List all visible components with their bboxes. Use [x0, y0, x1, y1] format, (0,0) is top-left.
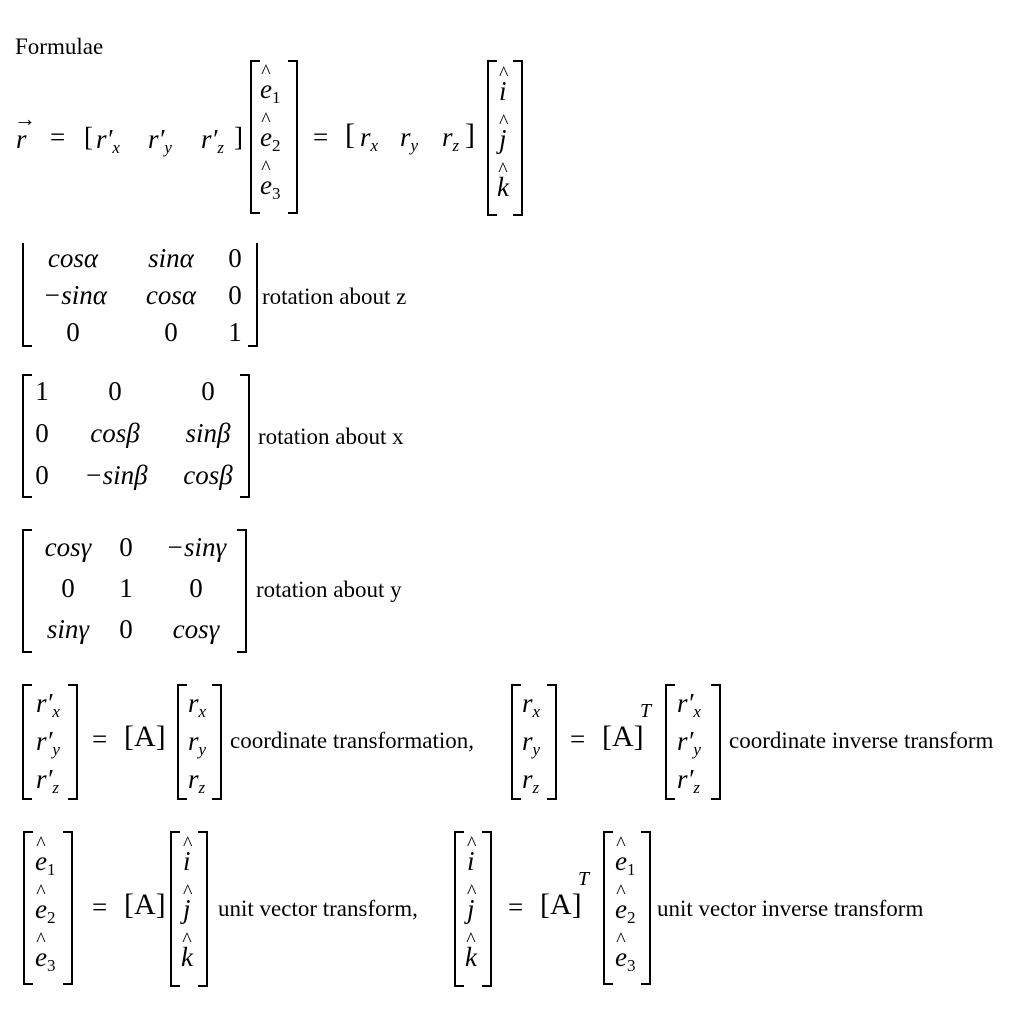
r-prime-z: $r'_z$: [201, 124, 225, 157]
matrix-bracket-right: [513, 60, 523, 216]
r-prime-y: $r'_y$: [148, 124, 172, 157]
matrix-bracket-left: [177, 684, 187, 800]
coordinate-inverse-transform-label: coordinate inverse transform: [729, 728, 994, 753]
matrix-cell: sinα: [148, 243, 194, 273]
vector-r-symbol: r: [16, 124, 27, 154]
matrix-cell: 0: [35, 418, 49, 448]
matrix-cell: 0: [201, 376, 215, 406]
matrix-bracket-right: [63, 831, 73, 985]
equals-sign: =: [92, 724, 108, 754]
coordinate-transformation-label: coordinate transformation,: [230, 728, 474, 753]
matrix-bracket-right: [711, 684, 721, 800]
matrix-bracket-right: [641, 831, 651, 985]
matrix-cell: cosα: [47, 243, 99, 273]
unit-vector-transform-label: unit vector transform,: [218, 896, 418, 921]
matrix-bracket-left: [22, 684, 32, 800]
i-hat: ^ i: [183, 846, 191, 877]
rotation-y-label: rotation about y: [256, 577, 402, 602]
r-z: $r_z$: [188, 764, 206, 797]
row-bracket-close: ]: [465, 118, 475, 151]
r-prime-y: $r'_y$: [677, 726, 701, 759]
matrix-cell: −sinβ: [84, 460, 148, 490]
row-bracket-open: [: [84, 122, 93, 152]
j-hat: ^ j: [467, 894, 475, 925]
matrix-bracket-left: [487, 60, 497, 216]
e3-hat: ^ e3: [260, 170, 280, 204]
r-z: $r_z$: [522, 764, 540, 797]
matrix-cell: −sinγ: [165, 532, 227, 562]
i-hat: ^ i: [499, 76, 507, 107]
formulae-heading: Formulae: [15, 34, 104, 59]
e1-hat: ^ e1: [260, 74, 280, 108]
e1-hat: ^ e1: [35, 846, 55, 880]
matrix-a: [A]: [602, 720, 644, 753]
matrix-cell: 1: [228, 317, 242, 347]
r-y: $r_y$: [400, 122, 419, 155]
k-hat: ^ k: [497, 172, 509, 203]
matrix-a: [A]: [540, 888, 582, 921]
unit-vector-inverse-transform-label: unit vector inverse transform: [657, 896, 924, 921]
r-prime-z: $r'_z$: [677, 764, 701, 797]
matrix-cell: 0: [66, 317, 80, 347]
matrix-bracket-left: [665, 684, 675, 800]
matrix-cell: 0: [228, 280, 242, 310]
matrix-bracket-right: [288, 60, 298, 214]
row-bracket-close: ]: [234, 122, 243, 152]
matrix-bracket-left: [454, 831, 464, 987]
matrix-cell: cosγ: [44, 532, 92, 562]
matrix-bracket-right: [212, 684, 222, 800]
k-hat: ^ k: [181, 942, 193, 973]
matrix-cell: 1: [119, 573, 133, 603]
matrix-a: [A]: [124, 888, 166, 921]
rotation-x-label: rotation about x: [258, 424, 404, 449]
matrix-bracket-left: [170, 831, 180, 987]
r-prime-y: $r'_y$: [36, 726, 60, 759]
matrix-cell: 0: [61, 573, 75, 603]
r-prime-x: $r'_x$: [96, 124, 120, 157]
matrix-bracket-right: [547, 684, 557, 800]
matrix-cell: sinγ: [46, 614, 90, 644]
matrix-cell: cosβ: [183, 460, 233, 490]
k-hat: ^ k: [465, 942, 477, 973]
matrix-cell: cosγ: [172, 614, 220, 644]
r-z: $r_z$: [442, 122, 460, 155]
e2-hat: ^ e2: [615, 894, 635, 928]
equals-sign: =: [508, 892, 524, 922]
matrix-cell: cosβ: [90, 418, 140, 448]
matrix-bracket-left: [511, 684, 521, 800]
matrix-bracket-left: [603, 831, 613, 985]
matrix-cell: sinβ: [185, 418, 231, 448]
i-hat: ^ i: [467, 846, 475, 877]
e2-hat: ^ e2: [35, 894, 55, 928]
matrix-bracket-right: [68, 684, 78, 800]
e1-hat: ^ e1: [615, 846, 635, 880]
e3-hat: ^ e3: [35, 942, 55, 976]
matrix-cell: 0: [119, 532, 133, 562]
equals-sign: =: [570, 724, 586, 754]
matrix-cell: 1: [35, 376, 49, 406]
matrix-cell: cosα: [145, 280, 197, 310]
row-bracket-open: [: [345, 118, 355, 151]
r-prime-x: $r'_x$: [677, 688, 701, 721]
matrix-cell: −sinα: [43, 280, 107, 310]
matrix-bracket-right: [198, 831, 208, 987]
equals-sign: =: [313, 122, 329, 152]
r-y: $r_y$: [188, 726, 207, 759]
transpose-superscript: T: [578, 868, 590, 890]
rotation-z-label: rotation about z: [262, 284, 407, 309]
equals-sign: =: [92, 892, 108, 922]
e2-hat: ^ e2: [260, 122, 280, 156]
vector-arrow-icon: →: [14, 106, 36, 131]
j-hat: ^ j: [499, 124, 507, 155]
matrix-bracket-left: [23, 831, 33, 985]
matrix-cell: 0: [119, 614, 133, 644]
r-y: $r_y$: [522, 726, 541, 759]
transpose-superscript: T: [640, 700, 652, 722]
matrix-bracket-right: [482, 831, 492, 987]
j-hat: ^ j: [183, 894, 191, 925]
e3-hat: ^ e3: [615, 942, 635, 976]
matrix-cell: 0: [108, 376, 122, 406]
r-prime-x: $r'_x$: [36, 688, 60, 721]
matrix-a: [A]: [124, 720, 166, 753]
r-prime-z: $r'_z$: [36, 764, 60, 797]
r-x: $r_x$: [188, 688, 207, 721]
r-x: $r_x$: [360, 122, 379, 155]
matrix-cell: 0: [189, 573, 203, 603]
r-x: $r_x$: [522, 688, 541, 721]
matrix-cell: 0: [228, 243, 242, 273]
matrix-cell: 0: [164, 317, 178, 347]
matrix-cell: 0: [35, 460, 49, 490]
matrix-bracket-left: [250, 60, 260, 214]
equals-sign: =: [50, 122, 66, 152]
